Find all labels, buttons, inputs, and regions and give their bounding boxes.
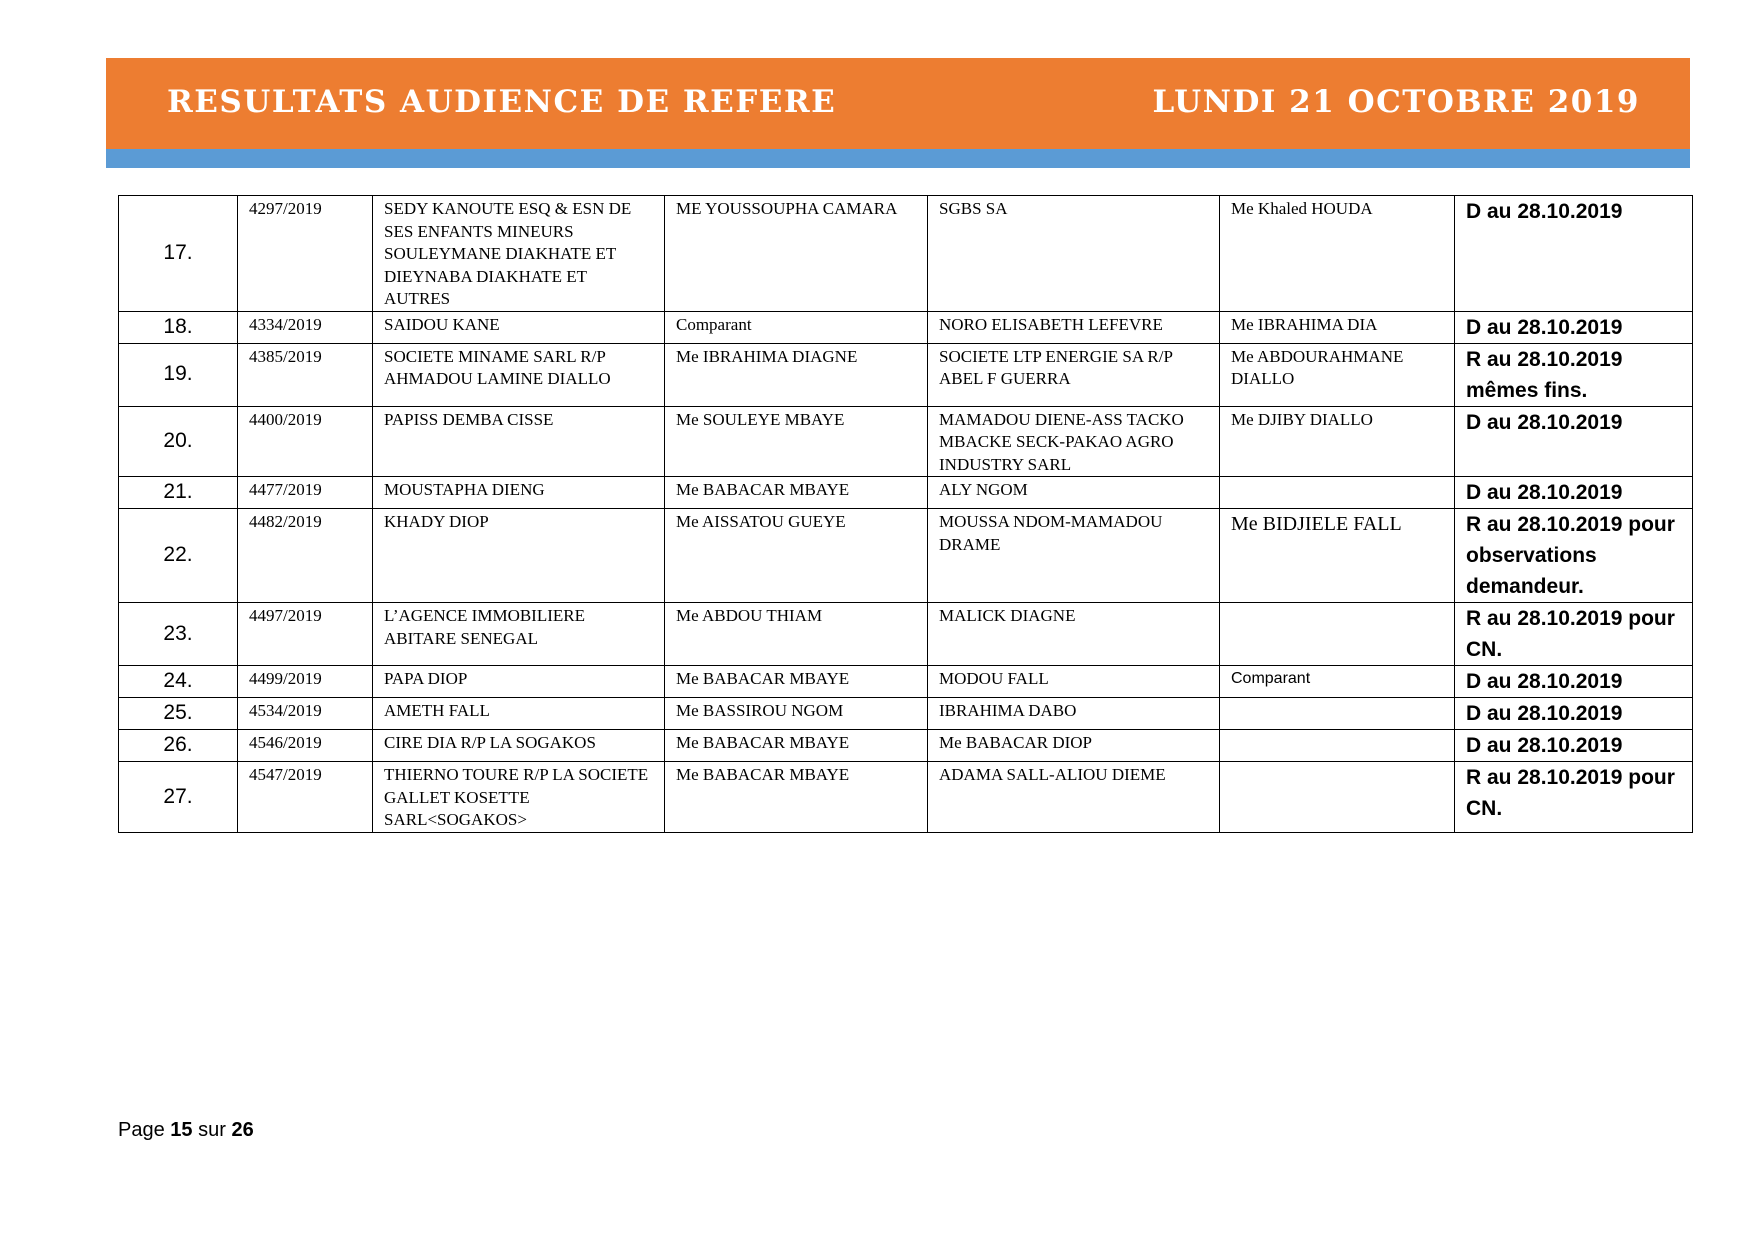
plaintiff-lawyer: Me IBRAHIMA DIAGNE [665,343,928,406]
page-label: Page [118,1119,165,1141]
plaintiff-lawyer: Me BASSIROU NGOM [665,698,928,730]
plaintiff-lawyer: Me SOULEYE MBAYE [665,406,928,477]
plaintiff: AMETH FALL [373,698,665,730]
total-pages-number: 26 [231,1119,254,1141]
plaintiff: SAIDOU KANE [373,311,665,343]
plaintiff-lawyer: Me BABACAR MBAYE [665,730,928,762]
hearing-date: LUNDI 21 OCTOBRE 2019 [1152,84,1640,120]
hearing-result: D au 28.10.2019 [1455,698,1693,730]
case-number: 4534/2019 [238,698,373,730]
hearing-result: D au 28.10.2019 [1455,666,1693,698]
header-divider-strip [106,149,1690,168]
case-number: 4482/2019 [238,509,373,603]
defendant-lawyer: Me DJIBY DIALLO [1220,406,1455,477]
table-row [119,603,1693,666]
plaintiff: SEDY KANOUTE ESQ & ESN DE SES ENFANTS MINEURS SOULEYMANE DIAKHATE ET DIEYNABA DIAKHATE ET AUTRES [373,196,665,312]
plaintiff: KHADY DIOP [373,509,665,603]
table-row [119,730,1693,762]
table-row [119,477,1693,509]
plaintiff: SOCIETE MINAME SARL R/P AHMADOU LAMINE DIALLO [373,343,665,406]
row-number: 18. [119,311,238,343]
hearing-result: D au 28.10.2019 [1455,730,1693,762]
case-number: 4385/2019 [238,343,373,406]
row-number: 20. [119,406,238,477]
row-number: 27. [119,762,238,833]
row-number: 21. [119,477,238,509]
plaintiff-lawyer: Me BABACAR MBAYE [665,666,928,698]
case-number: 4297/2019 [238,196,373,312]
defendant-lawyer [1220,698,1455,730]
table-row [119,666,1693,698]
defendant: Me BABACAR DIOP [928,730,1220,762]
defendant-lawyer: Comparant [1220,666,1455,698]
page-of-label: sur [198,1119,226,1141]
plaintiff-lawyer: Comparant [665,311,928,343]
case-number: 4477/2019 [238,477,373,509]
defendant-lawyer [1220,762,1455,833]
hearing-result: R au 28.10.2019 mêmes fins. [1455,343,1693,406]
defendant-lawyer [1220,603,1455,666]
table-row [119,406,1693,477]
table-row [119,343,1693,406]
plaintiff: PAPISS DEMBA CISSE [373,406,665,477]
page-title: RESULTATS AUDIENCE DE REFERE [167,84,837,120]
hearing-result: D au 28.10.2019 [1455,311,1693,343]
table-row [119,196,1693,312]
defendant: NORO ELISABETH LEFEVRE [928,311,1220,343]
plaintiff: L’AGENCE IMMOBILIERE ABITARE SENEGAL [373,603,665,666]
defendant: MOUSSA NDOM-MAMADOU DRAME [928,509,1220,603]
table-row [119,698,1693,730]
page-footer [118,1117,254,1143]
hearing-result: R au 28.10.2019 pour CN. [1455,762,1693,833]
defendant-lawyer: Me Khaled HOUDA [1220,196,1455,312]
row-number: 24. [119,666,238,698]
case-number: 4547/2019 [238,762,373,833]
defendant: MALICK DIAGNE [928,603,1220,666]
defendant: MAMADOU DIENE-ASS TACKO MBACKE SECK-PAKAO AGRO INDUSTRY SARL [928,406,1220,477]
hearing-result: R au 28.10.2019 pour observations demandeur. [1455,509,1693,603]
row-number: 26. [119,730,238,762]
hearing-result: D au 28.10.2019 [1455,406,1693,477]
defendant-lawyer [1220,477,1455,509]
table-row [119,311,1693,343]
results-table [118,195,1693,833]
defendant: MODOU FALL [928,666,1220,698]
row-number: 17. [119,196,238,312]
plaintiff-lawyer: Me AISSATOU GUEYE [665,509,928,603]
row-number: 19. [119,343,238,406]
defendant-lawyer: Me IBRAHIMA DIA [1220,311,1455,343]
plaintiff: MOUSTAPHA DIENG [373,477,665,509]
current-page-number: 15 [170,1119,193,1141]
table-row [119,762,1693,833]
row-number: 25. [119,698,238,730]
plaintiff: CIRE DIA R/P LA SOGAKOS [373,730,665,762]
defendant: SGBS SA [928,196,1220,312]
table-row [119,509,1693,603]
row-number: 22. [119,509,238,603]
plaintiff-lawyer: Me BABACAR MBAYE [665,477,928,509]
plaintiff-lawyer: Me BABACAR MBAYE [665,762,928,833]
header-banner [106,58,1690,149]
defendant: IBRAHIMA DABO [928,698,1220,730]
defendant: SOCIETE LTP ENERGIE SA R/P ABEL F GUERRA [928,343,1220,406]
case-number: 4334/2019 [238,311,373,343]
hearing-result: D au 28.10.2019 [1455,196,1693,312]
plaintiff: THIERNO TOURE R/P LA SOCIETE GALLET KOSETTE SARL<SOGAKOS> [373,762,665,833]
plaintiff-lawyer: ME YOUSSOUPHA CAMARA [665,196,928,312]
defendant-lawyer: Me ABDOURAHMANE DIALLO [1220,343,1455,406]
row-number: 23. [119,603,238,666]
defendant-lawyer: Me BIDJIELE FALL [1220,509,1455,603]
case-number: 4499/2019 [238,666,373,698]
hearing-result: D au 28.10.2019 [1455,477,1693,509]
plaintiff: PAPA DIOP [373,666,665,698]
defendant: ADAMA SALL-ALIOU DIEME [928,762,1220,833]
plaintiff-lawyer: Me ABDOU THIAM [665,603,928,666]
hearing-result: R au 28.10.2019 pour CN. [1455,603,1693,666]
case-number: 4400/2019 [238,406,373,477]
case-number: 4497/2019 [238,603,373,666]
defendant: ALY NGOM [928,477,1220,509]
case-number: 4546/2019 [238,730,373,762]
defendant-lawyer [1220,730,1455,762]
